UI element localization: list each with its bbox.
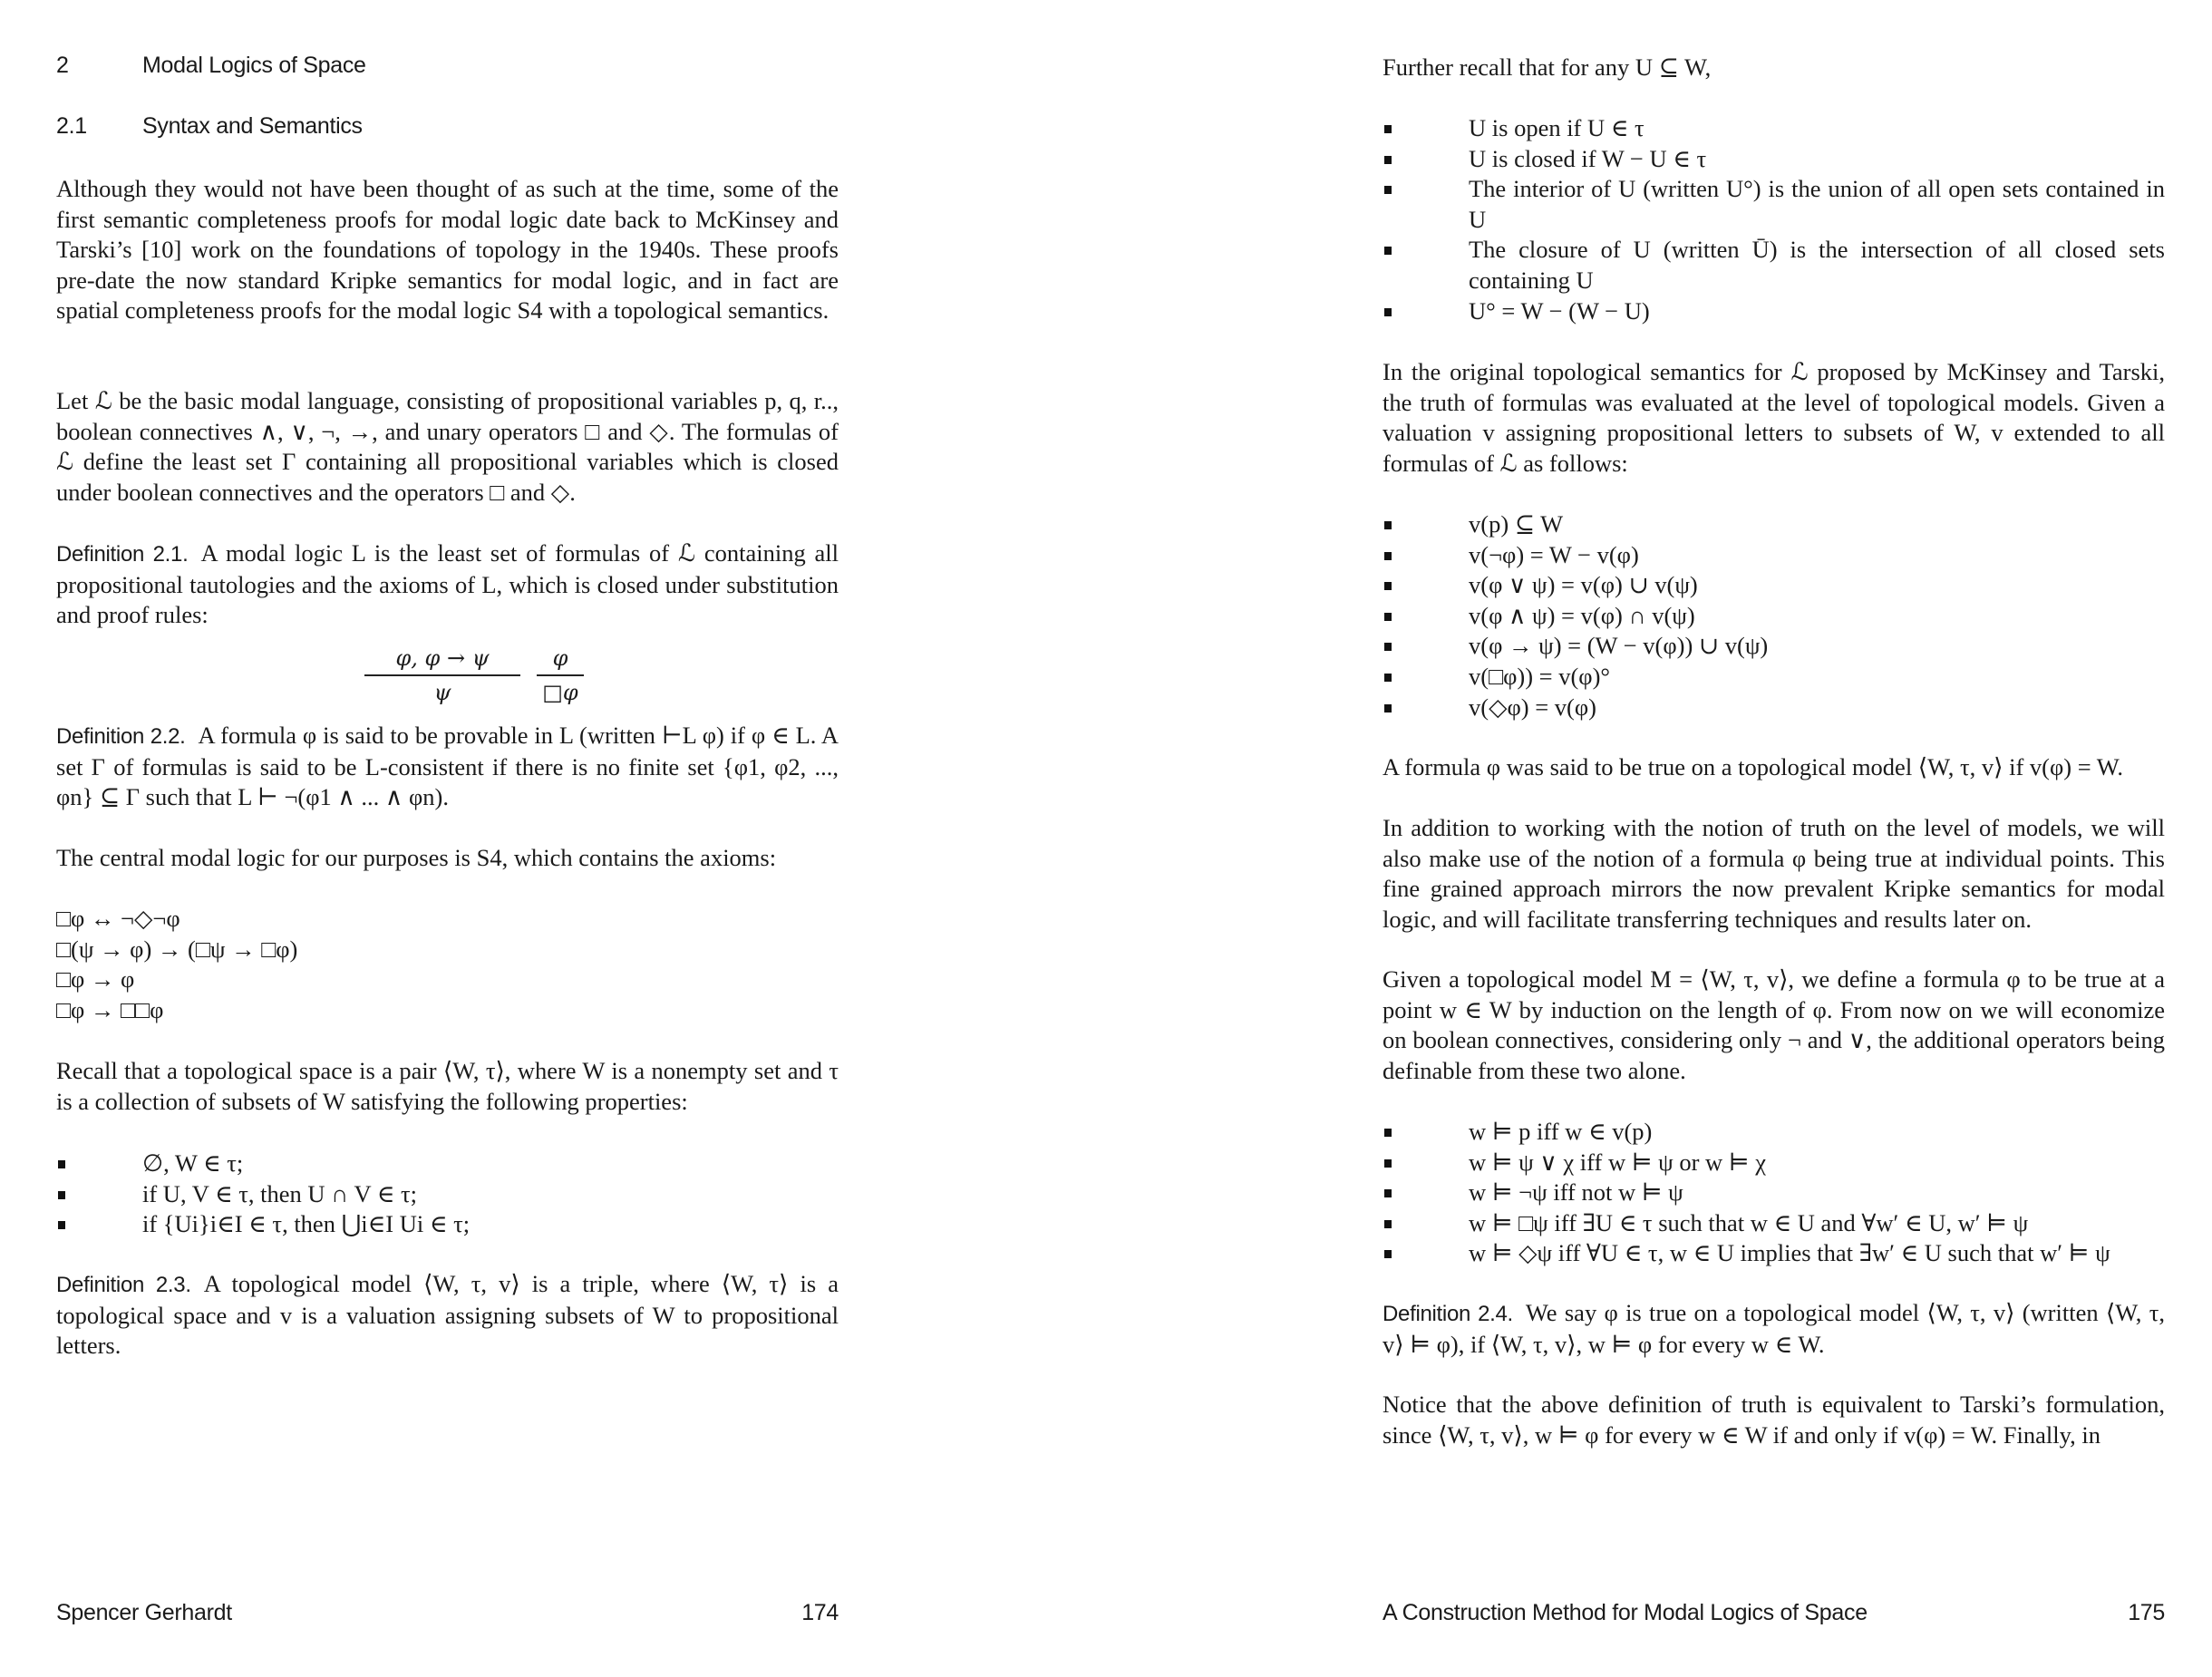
rule-premise: φ: [552, 645, 568, 671]
rule-conclusion: ψ: [433, 680, 451, 705]
list-item: U is closed if W − U ∈ τ: [1382, 144, 2165, 175]
bullet-icon: [1384, 125, 1392, 133]
list-item: ∅, W ∈ τ;: [56, 1149, 839, 1179]
definition-text: A modal logic L is the least set of formulas of ℒ containing all propositional tautologies and the axioms of L, which is closed under substitution and proof rules:: [56, 539, 839, 629]
list-item: w ⊨ ψ ∨ χ iff w ⊨ ψ or w ⊨ χ: [1382, 1148, 2165, 1178]
bullet-icon: [58, 1221, 65, 1229]
bullet-icon: [58, 1160, 65, 1168]
bullet-icon: [58, 1191, 65, 1199]
chapter-title: Modal Logics of Space: [142, 53, 366, 78]
semantics-paragraph: In the original topological semantics for ℒ proposed by McKinsey and Tarski, the truth of formulas was evaluated at the level of topological models. Given a valuation v assigning propositional letters to subsets of W, v extended to all formulas of ℒ as follows:: [1382, 358, 2165, 477]
chapter-heading: [56, 53, 366, 79]
satisfaction-clauses-list: [1382, 1117, 2165, 1269]
footer-page-number: 174: [801, 1600, 839, 1625]
list-item: v(φ ∨ ψ) = v(φ) ∪ v(ψ): [1382, 570, 2165, 601]
bullet-icon: [1384, 247, 1392, 255]
list-item: v(p) ⊆ W: [1382, 509, 2165, 540]
definition-text: We say φ is true on a topological model ⟨W, τ, v⟩ (written ⟨W, τ, v⟩ ⊨ φ), if ⟨W, τ, v⟩, w ⊨ φ for every w ∈ W.: [1382, 1299, 2165, 1358]
bullet-icon: [1384, 704, 1392, 712]
bullet-icon: [1384, 674, 1392, 682]
closing-paragraph: Notice that the above definition of truth is equivalent to Tarski’s formulation, since ⟨W, τ, v⟩, w ⊨ φ for every w ∈ W if and only if v(φ) = W. Finally, in: [1382, 1391, 2165, 1449]
section-number: 2.1: [56, 113, 87, 139]
list-item: v(◇φ) = v(φ): [1382, 693, 2165, 723]
bullet-icon: [1384, 521, 1392, 529]
bullet-icon: [1384, 186, 1392, 194]
bullet-icon: [1384, 1159, 1392, 1168]
left-page: [56, 0, 839, 1677]
right-page: [1382, 0, 2165, 1677]
list-item: v(□φ)) = v(φ)°: [1382, 662, 2165, 693]
rule-bar: [364, 674, 520, 676]
bullet-icon: [1384, 1250, 1392, 1258]
rule-conclusion: □φ: [542, 680, 578, 705]
modus-ponens-rule: [364, 644, 520, 707]
definition-label: Definition 2.2.: [56, 724, 186, 749]
definition-label: Definition 2.4.: [1382, 1302, 1513, 1326]
bullet-icon: [1384, 1129, 1392, 1137]
bullet-icon: [1384, 1220, 1392, 1228]
list-item: U° = W − (W − U): [1382, 296, 2165, 327]
rule-premise: φ, φ → ψ: [395, 645, 490, 671]
necessitation-rule: [537, 644, 584, 707]
chapter-number: 2: [56, 53, 69, 78]
intro-paragraph: Although they would not have been thought of as such at the time, some of the first semantic completeness proofs for modal logic date back to McKinsey and Tarski’s [10] work on the foundations of topology in the 1940s. These proofs pre-date the now standard Kripke semantics for modal logic, and in fact are spatial completeness proofs for the modal logic S4 with a topological semantics.: [56, 175, 839, 325]
list-item: w ⊨ □ψ iff ∃U ∈ τ such that w ∈ U and ∀w′ ∈ U, w′ ⊨ ψ: [1382, 1208, 2165, 1239]
list-item: w ⊨ ◇ψ iff ∀U ∈ τ, w ∈ U implies that ∃w′ ∈ U such that w′ ⊨ ψ: [1382, 1238, 2165, 1269]
bullet-icon: [1384, 582, 1392, 590]
section-heading: [56, 113, 363, 140]
bullet-icon: [1384, 156, 1392, 164]
axiom: □(ψ → φ) → (□ψ → □φ): [56, 935, 298, 963]
list-item: w ⊨ p iff w ∈ v(p): [1382, 1117, 2165, 1148]
set-definitions-list: [1382, 113, 2165, 326]
definition-2-2: [56, 721, 839, 813]
footer-author: Spencer Gerhardt: [56, 1600, 232, 1625]
axiom: □φ ↔ ¬◇¬φ: [56, 905, 180, 932]
list-item: if U, V ∈ τ, then U ∩ V ∈ τ;: [56, 1179, 839, 1210]
language-paragraph: Let ℒ be the basic modal language, consisting of propositional variables p, q, r.., boolean connectives ∧, ∨, ¬, →, and unary operators □ and ◇. The formulas of ℒ define the least set Γ containing all propositional variables which is closed under boolean connectives and the operators □ and ◇.: [56, 387, 839, 506]
definition-2-4: [1382, 1298, 2165, 1360]
list-item: U is open if U ∈ τ: [1382, 113, 2165, 144]
axiom: □φ → φ: [56, 965, 135, 994]
definition-label: Definition 2.1.: [56, 542, 189, 567]
s4-paragraph: The central modal logic for our purposes is S4, which contains the axioms:: [56, 844, 777, 871]
recall-paragraph: Further recall that for any U ⊆ W,: [1382, 53, 1712, 81]
definition-2-3: [56, 1269, 839, 1362]
induction-paragraph: Given a topological model M = ⟨W, τ, v⟩, we define a formula φ to be true at a point w ∈ W by induction on the length of φ. From now on we will economize on boolean connectives, considering only ¬ and ∨, the additional operators being definable from these two alone.: [1382, 965, 2165, 1084]
section-title: Syntax and Semantics: [142, 113, 363, 139]
footer-page-number: 175: [2128, 1600, 2165, 1625]
valuation-clauses-list: [1382, 509, 2165, 722]
points-paragraph: In addition to working with the notion of truth on the level of models, we will also make use of the notion of a formula φ being true at individual points. This fine grained approach mirrors the now prevalent Kripke semantics for modal logic, and will facilitate transferring techniques and results later on.: [1382, 814, 2165, 933]
axiom: □φ → □□φ: [56, 995, 164, 1023]
list-item: v(¬φ) = W − v(φ): [1382, 540, 2165, 571]
definition-text: A topological model ⟨W, τ, v⟩ is a triple, where ⟨W, τ⟩ is a topological space and v is a valuation assigning subsets of W to propositional letters.: [56, 1270, 839, 1360]
list-item: v(φ → ψ) = (W − v(φ)) ∪ v(ψ): [1382, 631, 2165, 662]
bullet-icon: [1384, 552, 1392, 560]
list-item: The closure of U (written Ū) is the intersection of all closed sets containing U: [1382, 235, 2165, 296]
definition-text: A formula φ is said to be provable in L (written ⊢L φ) if φ ∈ L. A set Γ of formulas is said to be L-consistent if there is no finite set {φ1, φ2, ..., φn} ⊆ Γ such that L ⊢ ¬(φ1 ∧ ... ∧ φn).: [56, 722, 839, 811]
topology-properties-list: [56, 1149, 839, 1240]
list-item: w ⊨ ¬ψ iff not w ⊨ ψ: [1382, 1178, 2165, 1208]
bullet-icon: [1384, 308, 1392, 316]
rule-bar: [537, 674, 584, 676]
proof-rules: [56, 644, 839, 707]
definition-label: Definition 2.3.: [56, 1273, 191, 1297]
definition-2-1: [56, 538, 839, 631]
list-item: The interior of U (written U°) is the union of all open sets contained in U: [1382, 174, 2165, 235]
bullet-icon: [1384, 643, 1392, 651]
bullet-icon: [1384, 613, 1392, 621]
footer-title: A Construction Method for Modal Logics of Space: [1382, 1600, 1868, 1625]
list-item: if {Ui}i∈I ∈ τ, then ⋃i∈I Ui ∈ τ;: [56, 1209, 839, 1240]
list-item: v(φ ∧ ψ) = v(φ) ∩ v(ψ): [1382, 601, 2165, 632]
topology-paragraph: Recall that a topological space is a pair ⟨W, τ⟩, where W is a nonempty set and τ is a collection of subsets of W satisfying the following properties:: [56, 1057, 839, 1115]
truth-paragraph: A formula φ was said to be true on a topological model ⟨W, τ, v⟩ if v(φ) = W.: [1382, 753, 2124, 780]
s4-axioms: [56, 904, 839, 1025]
bullet-icon: [1384, 1189, 1392, 1197]
